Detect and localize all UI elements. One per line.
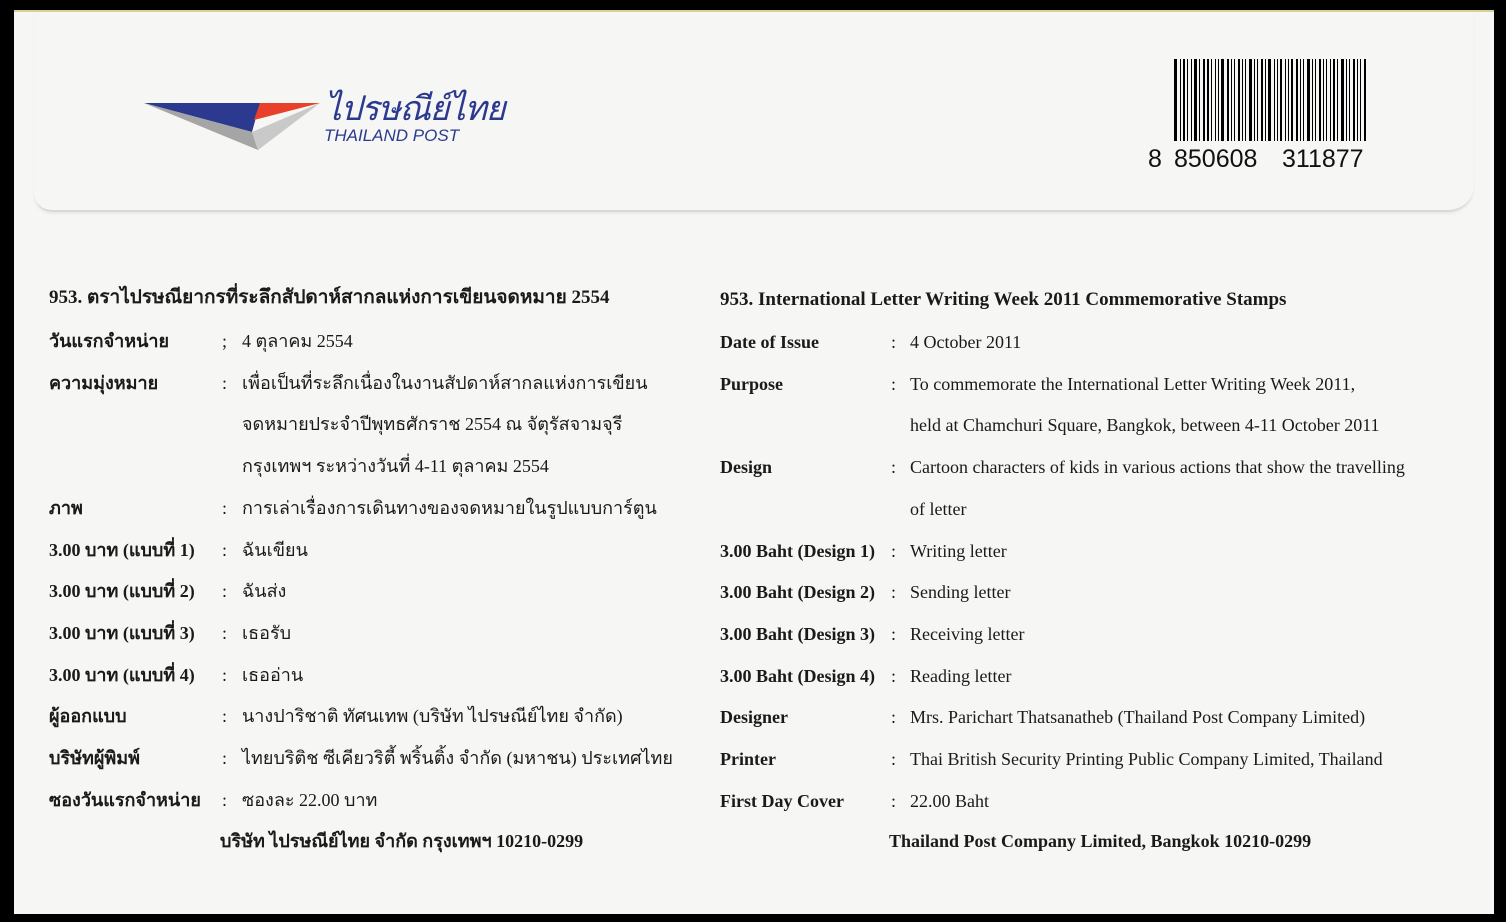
- thai-row-value: ฉันเขียน: [242, 539, 308, 560]
- barcode-bar: [1174, 59, 1177, 141]
- english-row-value: held at Chamchuri Square, Bangkok, between 4-11 October 2011: [910, 415, 1380, 436]
- thai-row-label: 3.00 บาท (แบบที่ 3): [49, 622, 195, 643]
- barcode-digit-first: 8: [1148, 145, 1162, 173]
- english-row-label: Date of Issue: [720, 332, 819, 352]
- barcode-bar: [1183, 59, 1185, 141]
- thai-row-label: ซองวันแรกจำหน่าย: [49, 789, 201, 810]
- thai-row-colon: :: [222, 622, 228, 643]
- thai-footer: บริษัท ไปรษณีย์ไทย จำกัด กรุงเทพฯ 10210-0299: [220, 831, 584, 851]
- thai-title: 953. ตราไปรษณียากรที่ระลึกสัปดาห์สากลแห่งการเขียนจดหมาย 2554: [49, 287, 610, 308]
- thai-row-value: การเล่าเรื่องการเดินทางของจดหมายในรูปแบบการ์ตูน: [242, 497, 657, 518]
- thai-row-label: 3.00 บาท (แบบที่ 2): [49, 581, 195, 602]
- barcode-bar: [1349, 59, 1350, 141]
- logo-english-text: THAILAND POST: [324, 126, 460, 145]
- english-row-value: To commemorate the International Letter Writing Week 2011,: [910, 373, 1356, 394]
- barcode-bar: [1312, 59, 1313, 141]
- barcode-bar: [1199, 59, 1200, 141]
- barcode-digits-last: 311877: [1282, 145, 1364, 173]
- english-row-label: 3.00 Baht (Design 1): [720, 540, 876, 561]
- barcode-bar: [1288, 59, 1289, 141]
- english-row-value: Receiving letter: [910, 623, 1025, 644]
- english-row-colon: :: [891, 665, 897, 686]
- thai-row-label: บริษัทผู้พิมพ์: [49, 748, 140, 768]
- thai-row-label: ความมุ่งหมาย: [49, 372, 159, 393]
- barcode-bar: [1238, 59, 1240, 141]
- english-row-label: First Day Cover: [720, 790, 844, 811]
- barcode-bar: [1180, 59, 1181, 141]
- thai-row-label: 3.00 บาท (แบบที่ 1): [49, 539, 195, 560]
- barcode-bar: [1323, 59, 1324, 141]
- english-row-colon: :: [891, 540, 897, 561]
- barcode-bar: [1315, 59, 1316, 141]
- barcode-bar: [1257, 59, 1258, 141]
- barcode-digits-mid: 850608: [1174, 145, 1258, 173]
- barcode-bar: [1357, 59, 1358, 141]
- english-row-label: 3.00 Baht (Design 2): [720, 582, 876, 603]
- english-row-colon: :: [891, 332, 897, 352]
- barcode-bar: [1261, 59, 1263, 141]
- thai-row-label: ภาพ: [49, 497, 83, 518]
- barcode-bar: [1330, 59, 1331, 141]
- english-footer: Thailand Post Company Limited, Bangkok 10210-0299: [889, 831, 1312, 851]
- english-row-value: Reading letter: [910, 665, 1012, 686]
- thai-row-value: เธออ่าน: [242, 664, 304, 685]
- barcode-bar: [1231, 59, 1232, 141]
- english-row-label: Printer: [720, 749, 776, 769]
- barcode-bar: [1319, 59, 1321, 141]
- barcode-bar: [1353, 59, 1355, 141]
- barcode-bar: [1227, 59, 1229, 141]
- barcode-bar: [1221, 59, 1224, 141]
- english-row-value: 4 October 2011: [910, 332, 1022, 352]
- thai-row-value: ไทยบริติช ซีเคียวริตี้ พริ้นติ้ง จำกัด (มหาชน) ประเทศไทย: [242, 748, 673, 768]
- barcode-bar: [1191, 59, 1192, 141]
- barcode-bar: [1194, 59, 1197, 141]
- english-row-value: 22.00 Baht: [910, 790, 989, 811]
- english-row-colon: :: [891, 582, 897, 603]
- thai-row-colon: :: [222, 497, 228, 518]
- thai-row-colon: :: [222, 539, 228, 560]
- barcode-bar: [1333, 59, 1335, 141]
- barcode-bar: [1296, 59, 1298, 141]
- barcode-bar: [1300, 59, 1301, 141]
- barcode-bar: [1211, 59, 1212, 141]
- barcode-bar: [1303, 59, 1304, 141]
- thai-row-colon: :: [222, 789, 228, 810]
- barcode-bar: [1245, 59, 1246, 141]
- thai-row-value: เพื่อเป็นที่ระลึกเนื่องในงานสัปดาห์สากลแห่งการเขียน: [242, 372, 648, 393]
- barcode-bar: [1249, 59, 1252, 141]
- barcode-bar: [1346, 59, 1347, 141]
- thai-row-colon: :: [222, 581, 228, 602]
- barcode-bar: [1207, 59, 1209, 141]
- thai-row-colon: :: [222, 664, 228, 685]
- thailand-post-emblem-icon: [132, 92, 322, 152]
- thai-row-value: ฉันส่ง: [242, 581, 287, 602]
- barcode-bar: [1285, 59, 1286, 141]
- barcode-bar: [1268, 59, 1271, 141]
- english-title: 953. International Letter Writing Week 2011 Commemorative Stamps: [720, 289, 1287, 310]
- barcode-bar: [1265, 59, 1266, 141]
- thai-row-label: ผู้ออกแบบ: [49, 706, 127, 727]
- barcode-bar: [1218, 59, 1219, 141]
- thai-row-value: นางปาริชาติ ทัศนเทพ (บริษัท ไปรษณีย์ไทย จำกัด): [242, 706, 623, 727]
- barcode-bar: [1187, 59, 1188, 141]
- thailand-post-logo: [132, 92, 512, 152]
- barcode-bar: [1203, 59, 1205, 141]
- thai-row-colon: :: [222, 706, 228, 727]
- barcode-bar: [1337, 59, 1338, 141]
- thai-row-colon: :: [222, 372, 228, 393]
- english-row-label: Design: [720, 457, 773, 478]
- barcode-bar: [1360, 59, 1361, 141]
- english-row-label: 3.00 Baht (Design 3): [720, 623, 876, 644]
- thai-row-value: จดหมายประจำปีพุทธศักราช 2554 ณ จัตุรัสจามจุรี: [242, 414, 623, 435]
- english-row-value: of letter: [910, 498, 967, 519]
- english-row-label: Designer: [720, 707, 788, 728]
- barcode-bar: [1341, 59, 1344, 141]
- logo-thai-text: ไปรษณีย์ไทย: [324, 90, 505, 128]
- english-row-value: Sending letter: [910, 582, 1011, 603]
- english-row-colon: :: [891, 623, 897, 644]
- thai-row-label: 3.00 บาท (แบบที่ 4): [49, 664, 195, 685]
- english-row-value: Mrs. Parichart Thatsanatheb (Thailand Post Company Limited): [910, 707, 1366, 728]
- english-row-colon: :: [891, 457, 897, 478]
- barcode-bar: [1307, 59, 1310, 141]
- english-row-value: Cartoon characters of kids in various actions that show the travelling: [910, 457, 1405, 478]
- english-row-label: 3.00 Baht (Design 4): [720, 665, 876, 686]
- barcode-bar: [1254, 59, 1255, 141]
- barcode-bar: [1291, 59, 1293, 141]
- english-row-value: Thai British Security Printing Public Company Limited, Thailand: [910, 749, 1383, 769]
- thai-row-label: วันแรกจำหน่าย: [49, 331, 170, 351]
- barcode-bar: [1326, 59, 1327, 141]
- barcode-bars: [1160, 59, 1386, 141]
- thai-row-value: 4 ตุลาคม 2554: [242, 331, 353, 351]
- english-row-label: Purpose: [720, 373, 783, 394]
- english-row-colon: :: [891, 373, 897, 394]
- barcode-bar: [1280, 59, 1282, 141]
- english-row-colon: :: [891, 707, 897, 728]
- thai-row-value: เธอรับ: [242, 622, 292, 643]
- thai-row-value: ซองละ 22.00 บาท: [242, 789, 378, 810]
- english-row-colon: :: [891, 749, 897, 769]
- thai-row-colon: ;: [222, 331, 228, 351]
- barcode-bar: [1234, 59, 1235, 141]
- english-row-value: Writing letter: [910, 540, 1007, 561]
- barcode-bar: [1364, 59, 1366, 141]
- barcode-bar: [1215, 59, 1216, 141]
- barcode-bar: [1242, 59, 1243, 141]
- thai-row-value: กรุงเทพฯ ระหว่างวันที่ 4-11 ตุลาคม 2554: [242, 456, 549, 477]
- barcode: [1148, 59, 1390, 177]
- english-row-colon: :: [891, 790, 897, 811]
- barcode-bar: [1277, 59, 1278, 141]
- thai-row-colon: :: [222, 748, 228, 768]
- barcode-bar: [1274, 59, 1275, 141]
